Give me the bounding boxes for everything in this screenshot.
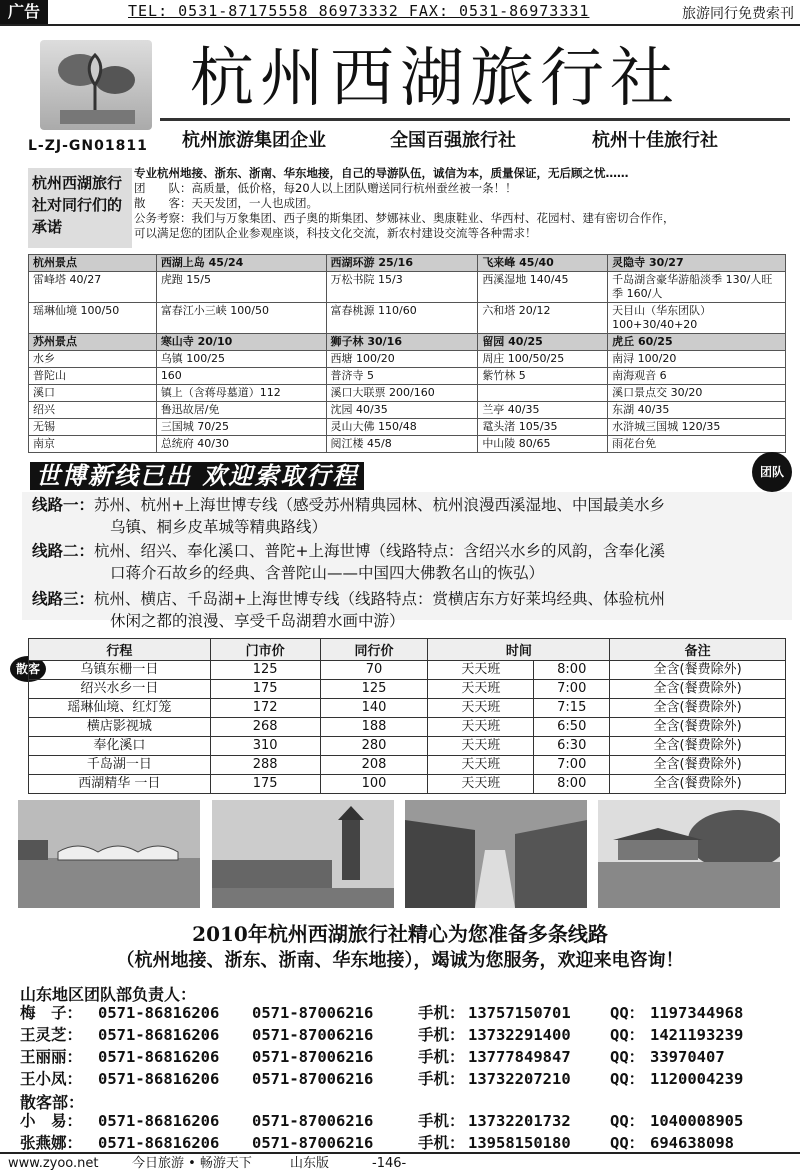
tour-cell: 280 [320,737,428,756]
contact-qq-label: QQ： [610,1070,645,1088]
agency-title: 杭州西湖旅行社 [190,42,680,116]
tour-row [29,756,786,775]
contact-qq-label: QQ： [610,1004,645,1022]
scenic-row [29,351,786,368]
tour-cell: 全含(餐费除外) [610,718,786,737]
scenic-cell: 绍兴 [29,402,157,419]
scenic-cell: 千岛湖含豪华游船淡季 130/人旺季 160/人 [608,272,786,303]
contact-qq: 1421193239 [650,1026,744,1044]
contact-tel1: 0571-86816206 [98,1048,220,1066]
contact-row [20,1068,800,1090]
tour-cell: 188 [320,718,428,737]
bridge-lake-photo [18,800,200,908]
scenic-cell: 三国城 70/25 [156,419,326,436]
scenic-cell: 南京 [29,436,157,453]
contact-qq-label: QQ： [610,1026,645,1044]
tour-cell: 天天班 [428,718,534,737]
tour-cell: 全含(餐费除外) [610,661,786,680]
tour-cell: 310 [210,737,320,756]
scenic-cell: 普济寺 5 [326,368,478,385]
tour-cell: 7:15 [534,699,610,718]
scenic-cell: 鲁迅故居/免 [156,402,326,419]
scenic-cell: 虎跑 15/5 [156,272,326,303]
contact-qq: 694638098 [650,1134,734,1152]
tour-cell: 绍兴水乡一日 [29,680,211,699]
scenic-cell: 鼋头渚 105/35 [478,419,608,436]
tour-cell: 8:00 [534,661,610,680]
scenic-row [29,419,786,436]
tour-cell: 天天班 [428,661,534,680]
scenic-cell: 溪口景点交 30/20 [608,385,786,402]
footer [0,1152,800,1174]
contact-tel1: 0571-86816206 [98,1004,220,1022]
route-item [32,494,792,538]
contact-tel1: 0571-86816206 [98,1070,220,1088]
contact-mobile-label: 手机： [418,1070,465,1088]
col-header: 时间 [428,639,610,661]
contact-mobile: 13732201732 [468,1112,571,1130]
col-header: 备注 [610,639,786,661]
promise-line: 可以满足您的团队企业参观座谈，科技文化交流，新农村建设交流等各种需求！ [134,226,537,240]
scenic-row [29,402,786,419]
tour-cell: 125 [320,680,428,699]
tour-cell: 全含(餐费除外) [610,680,786,699]
contact-tel2: 0571-87006216 [252,1112,374,1130]
scenic-cell: 镇上（含蒋母墓道）112 [156,385,326,402]
contact-row [20,1002,800,1024]
tour-row [29,718,786,737]
contact-qq: 1120004239 [650,1070,744,1088]
scenic-cell: 虎丘 60/25 [608,334,786,351]
scenic-cell: 溪口大联票 200/160 [326,385,478,402]
scenic-cell: 灵山大佛 150/48 [326,419,478,436]
contact-tel2: 0571-87006216 [252,1026,374,1044]
lakeside-pavilion-photo [598,800,780,908]
contact-name: 王灵芝： [20,1026,83,1044]
route-line: 口蒋介石故乡的经典、含普陀山——中国四大佛教名山的恢弘） [110,564,545,582]
contact-name: 王小凤： [20,1070,83,1088]
tour-row [29,737,786,756]
title-divider [160,118,790,121]
tour-cell: 千岛湖一日 [29,756,211,775]
contact-row [20,1132,800,1154]
contact-mobile-label: 手机： [418,1048,465,1066]
top-bar [0,0,800,26]
contact-mobile-label: 手机： [418,1004,465,1022]
tour-cell: 瑶琳仙境、红灯笼 [29,699,211,718]
tour-cell: 172 [210,699,320,718]
scenic-cell: 160 [156,368,326,385]
scenic-cell: 无锡 [29,419,157,436]
tour-cell: 8:00 [534,775,610,794]
promise-line: 专业杭州地接、浙东、浙南、华东地接，自己的导游队伍，诚信为本，质量保证，无后顾之忧…… [134,166,629,180]
tour-cell: 140 [320,699,428,718]
scenic-cell: 东湖 40/35 [608,402,786,419]
contact-name: 梅 子： [20,1004,83,1022]
pagoda-photo [212,800,394,908]
scenic-row [29,334,786,351]
scenic-cell: 水浒城三国城 120/35 [608,419,786,436]
routes-heading [30,456,364,491]
contact-name: 张燕娜： [20,1134,83,1152]
scenic-row [29,255,786,272]
top-slogan: 旅游同行免费索刊 [682,6,794,22]
footer-region: 山东版 [290,1156,330,1171]
route-line: 苏州、杭州+上海世博专线（感受苏州精典园林、杭州浪漫西溪湿地、中国最美水乡 [94,496,666,514]
scenic-row [29,303,786,334]
daily-tour-table [28,638,786,794]
contact-tel2: 0571-87006216 [252,1070,374,1088]
scenic-cell: 六和塔 20/12 [478,303,608,334]
scenic-cell: 杭州景点 [29,255,157,272]
contact-mobile: 13732291400 [468,1026,571,1044]
scenic-cell: 飞来峰 45/40 [478,255,608,272]
contact-tel2: 0571-87006216 [252,1004,374,1022]
tag-top-hundred: 全国百强旅行社 [390,130,516,151]
route-line: 休闲之都的浪漫、享受千岛湖碧水画中游） [110,612,405,630]
contact-qq-label: QQ： [610,1134,645,1152]
contact-name: 小 易： [20,1112,83,1130]
scenic-cell: 雷峰塔 40/27 [29,272,157,303]
routes-heading-text: 世博新线已出 欢迎索取行程 [30,462,364,490]
contact-tel2: 0571-87006216 [252,1134,374,1152]
contact-row [20,1046,800,1068]
lotus-logo-image [40,40,152,130]
promise-line: 散 客：天天发团，一人也成团。 [134,196,318,210]
scenic-cell: 南浔 100/20 [608,351,786,368]
scenic-cell [478,385,608,402]
promise-line: 公务考察：我们与万象集团、西子奥的斯集团、梦娜袜业、奥康鞋业、华西村、花园村、建有密切合作作， [134,211,675,225]
tour-cell: 70 [320,661,428,680]
scenic-cell: 沈园 40/35 [326,402,478,419]
tour-cell: 天天班 [428,756,534,775]
water-town-photo [405,800,587,908]
route-line: 杭州、绍兴、奉化溪口、普陀+上海世博（线路特点：含绍兴水乡的风韵，含奉化溪 [94,542,666,560]
contact-row [20,1024,800,1046]
contact-mobile: 13777849847 [468,1048,571,1066]
scenic-cell: 狮子林 30/16 [326,334,478,351]
team-contacts-title: 山东地区团队部负责人： [20,985,197,1004]
contact-mobile-label: 手机： [418,1026,465,1044]
contact-tel1: 0571-86816206 [98,1112,220,1130]
contact-mobile: 13732207210 [468,1070,571,1088]
route-label: 线路一： [32,496,95,514]
scenic-cell: 普陀山 [29,368,157,385]
footer-slogan: 今日旅游 • 畅游天下 [132,1156,252,1171]
scenic-cell: 瑶琳仙境 100/50 [29,303,157,334]
contact-row [20,1110,800,1132]
scenic-cell: 富春桃源 110/60 [326,303,478,334]
col-header: 行程 [29,639,211,661]
tour-cell: 7:00 [534,680,610,699]
scenic-cell: 总统府 40/30 [156,436,326,453]
contact-tel1: 0571-86816206 [98,1026,220,1044]
walk-in-badge: 散客 [10,656,46,682]
contact-name: 王丽丽： [20,1048,83,1066]
scenic-cell: 西湖环游 25/16 [326,255,478,272]
scenic-cell: 西溪湿地 140/45 [478,272,608,303]
scenic-cell: 南海观音 6 [608,368,786,385]
license-number: L-ZJ-GN01811 [28,138,148,154]
tour-cell: 268 [210,718,320,737]
route-item [32,540,792,584]
tour-cell: 全含(餐费除外) [610,737,786,756]
ad-label: 广告 [0,0,48,24]
scenic-cell: 中山陵 80/65 [478,436,608,453]
scenic-cell: 富春江小三峡 100/50 [156,303,326,334]
scenic-cell: 天目山（华东团队）100+30/40+20 [608,303,786,334]
promo-line-1: 2010年杭州西湖旅行社精心为您准备多条线路 [192,922,608,946]
scenic-cell: 紫竹林 5 [478,368,608,385]
contact-mobile: 13757150701 [468,1004,571,1022]
promise-text [134,166,784,241]
page-number: -146- [372,1156,407,1171]
footer-site: www.zyoo.net [8,1156,99,1171]
scenic-row [29,272,786,303]
route-label: 线路三： [32,590,95,608]
scenic-cell: 灵隐寺 30/27 [608,255,786,272]
tour-cell: 横店影视城 [29,718,211,737]
scenic-row [29,385,786,402]
walk-in-contacts-title: 散客部： [20,1093,85,1112]
tour-cell: 奉化溪口 [29,737,211,756]
scenic-row [29,436,786,453]
scenic-cell: 西湖上岛 45/24 [156,255,326,272]
contact-tel2: 0571-87006216 [252,1048,374,1066]
route-item [32,588,792,632]
tour-cell: 100 [320,775,428,794]
promo-line-2: （杭州地接、浙东、浙南、华东地接），竭诚为您服务，欢迎来电咨询！ [116,950,684,971]
contact-mobile-label: 手机： [418,1112,465,1130]
tour-cell: 7:00 [534,756,610,775]
contact-qq: 1040008905 [650,1112,744,1130]
tag-group-enterprise: 杭州旅游集团企业 [182,130,326,151]
contact-qq-label: QQ： [610,1048,645,1066]
route-line: 杭州、横店、千岛湖+上海世博专线（线路特点：赏横店东方好莱坞经典、体验杭州 [94,590,666,608]
tour-cell: 208 [320,756,428,775]
tour-cell: 全含(餐费除外) [610,775,786,794]
contact-qq-label: QQ： [610,1112,645,1130]
contact-numbers: TEL: 0531-87175558 86973332 FAX: 0531-86973331 [128,2,590,20]
tour-row [29,699,786,718]
scenic-row [29,368,786,385]
scenic-cell: 苏州景点 [29,334,157,351]
scenic-cell: 雨花台免 [608,436,786,453]
route-label: 线路二： [32,542,95,560]
scenic-cell: 西塘 100/20 [326,351,478,368]
tour-cell: 175 [210,680,320,699]
tour-row [29,680,786,699]
tour-row [29,775,786,794]
contact-mobile-label: 手机： [418,1134,465,1152]
contact-mobile: 13958150180 [468,1134,571,1152]
scenic-cell: 万松书院 15/3 [326,272,478,303]
tour-cell: 西湖精华 一日 [29,775,211,794]
scenic-cell: 乌镇 100/25 [156,351,326,368]
scenic-price-table [28,254,786,453]
scenic-cell: 周庄 100/50/25 [478,351,608,368]
col-header: 门市价 [210,639,320,661]
contact-tel1: 0571-86816206 [98,1134,220,1152]
tour-cell: 天天班 [428,699,534,718]
tour-cell: 125 [210,661,320,680]
tour-cell: 全含(餐费除外) [610,756,786,775]
route-line: 乌镇、桐乡皮革城等精典路线） [110,518,328,536]
tour-cell: 全含(餐费除外) [610,699,786,718]
scenic-cell: 留园 40/25 [478,334,608,351]
tour-cell: 288 [210,756,320,775]
tour-cell: 乌镇东栅一日 [29,661,211,680]
contact-qq: 1197344968 [650,1004,744,1022]
promise-line: 团 队：高质量，低价格，每20人以上团队赠送同行杭州蚕丝被一条！！ [134,181,517,195]
scenic-cell: 溪口 [29,385,157,402]
tour-row [29,661,786,680]
col-header: 同行价 [320,639,428,661]
tag-top-ten: 杭州十佳旅行社 [592,130,718,151]
tour-cell: 175 [210,775,320,794]
promise-title: 杭州西湖旅行社对同行们的承诺 [32,174,123,236]
scenic-cell: 寒山寺 20/10 [156,334,326,351]
scenic-cell: 阅江楼 45/8 [326,436,478,453]
contact-qq: 33970407 [650,1048,725,1066]
scenic-cell: 兰亭 40/35 [478,402,608,419]
tour-cell: 天天班 [428,680,534,699]
tour-cell: 天天班 [428,737,534,756]
tour-cell: 天天班 [428,775,534,794]
scenic-cell: 水乡 [29,351,157,368]
team-badge: 团队 [752,452,792,492]
tour-cell: 6:30 [534,737,610,756]
tour-cell: 6:50 [534,718,610,737]
